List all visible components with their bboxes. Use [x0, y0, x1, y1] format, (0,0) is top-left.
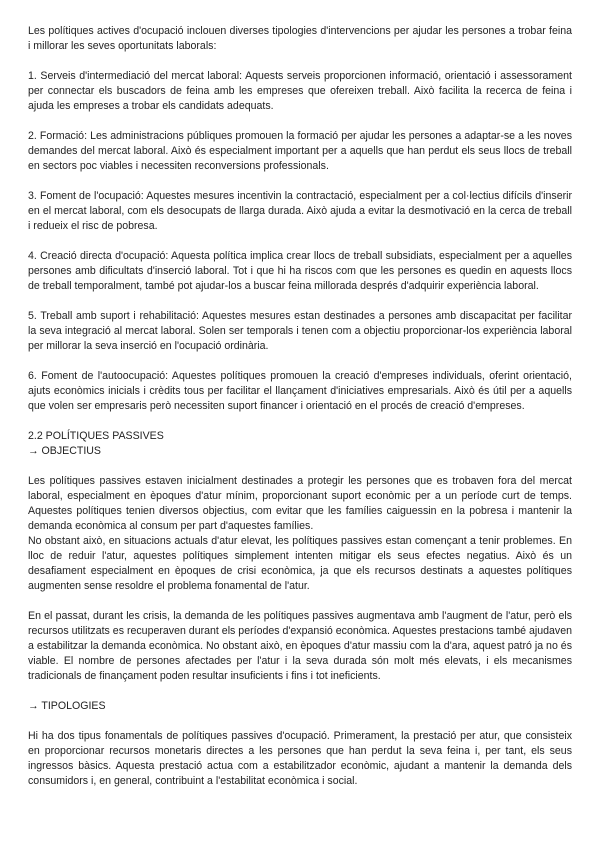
typologies-heading: → TIPOLOGIES	[28, 700, 106, 712]
active-item-6: 6. Foment de l'autoocupació: Aquestes polítiques promouen la creació d'empreses individuals, oferint orientació, ajuts econòmics inicials i crèdits tous per facilitar el llançament d'iniciatives empresarials. Això és útil per a aquells que volen ser empresaris però necessiten suport financer i orientació en el procés de creació d'empreses.	[28, 370, 572, 412]
active-item-5: 5. Treball amb suport i rehabilitació: Aquestes mesures estan destinades a persones amb discapacitat per facilitar la seva integració al mercat laboral. Solen ser temporals i tenen com a objectiu proporcionar-los experiència laboral per millorar la seva inserció en l'ocupació ordinària.	[28, 310, 572, 352]
objectives-paragraph-2: No obstant això, en situacions actuals d'atur elevat, les polítiques passives estan començant a tenir problemes. En lloc de reduir l'atur, aquestes polítiques simplement intenten mitigar els seus efectes negatius. Això és un desafiament especialment en èpoques de crisi econòmica, ja que els recursos destinats a aquestes polítiques augmenten sense resoldre el problema fonamental de l'atur.	[28, 535, 572, 592]
objectives-paragraph-1: Les polítiques passives estaven inicialment destinades a protegir les persones que es trobaven fora del mercat laboral, especialment en èpoques d'atur mínim, proporcionant suport econòmic per a un període curt de temps. Aquestes polítiques tenien diversos objectius, com evitar que les famílies caiguessin en la pobresa i mantenir la demanda econòmica al consum per part d'aquestes famílies.	[28, 475, 572, 532]
typologies-paragraph-1: Hi ha dos tipus fonamentals de polítiques passives d'ocupació. Primerament, la prestació per atur, que consisteix en proporcionar recursos monetaris directes a les persones que han perdut la seva feina i, per tant, els seus ingressos bàsics. Aquesta prestació actua com a estabilitzador econòmic, ajudant a mantenir la demanda dels consumidors i, en general, contribuint a l'estabilitat econòmica i social.	[28, 730, 572, 787]
active-item-3: 3. Foment de l'ocupació: Aquestes mesures incentivin la contractació, especialment per a col·lectius difícils d'inserir en el mercat laboral, com els desocupats de llarga durada. Això ajuda a evitar la desmotivació en la cerca de treball i redueix el risc de pobresa.	[28, 190, 572, 232]
active-item-2: 2. Formació: Les administracions públiques promouen la formació per ajudar les persones a adaptar-se a les noves demandes del mercat laboral. Això és especialment important per a aquells que han perdut els seus llocs de treball en sectors poc viables i necessiten reconversions professionals.	[28, 130, 572, 172]
active-item-4: 4. Creació directa d'ocupació: Aquesta política implica crear llocs de treball subsidiats, especialment per a aquelles persones amb dificultats d'inserció laboral. Tot i que hi ha riscos com que les persones es quedin en aquests llocs de treball temporalment, també pot ajudar-los a buscar feina millorada després d'adquirir experiència laboral.	[28, 250, 572, 292]
document-page	[28, 24, 572, 789]
objectives-heading: → OBJECTIUS	[28, 445, 101, 457]
active-item-1: 1. Serveis d'intermediació del mercat laboral: Aquests serveis proporcionen informació, orientació i assessorament per connectar els buscadors de feina amb les empreses que ofereixen treball. Això facilita la recerca de feina i ajuda les empreses a trobar els candidats adequats.	[28, 70, 572, 112]
intro-paragraph: Les polítiques actives d'ocupació inclouen diverses tipologies d'intervencions per ajudar les persones a trobar feina i millorar les seves oportunitats laborals:	[28, 25, 572, 52]
objectives-paragraph-3: En el passat, durant les crisis, la demanda de les polítiques passives augmentava amb l'augment de l'atur, però els recursos utilitzats es recuperaven durant els períodes d'expansió econòmica. Aquestes prestacions també ajudaven a estabilitzar la demanda econòmica. No obstant això, en èpoques d'atur massiu com la d'ara, aquest patró ja no és viable. El nombre de persones afectades per l'atur i la seva durada són molt més elevats, i els mecanismes tradicionals de finançament poden resultar insuficients i fins i tot ineficients.	[28, 610, 572, 682]
section-title: 2.2 POLÍTIQUES PASSIVES	[28, 430, 164, 442]
